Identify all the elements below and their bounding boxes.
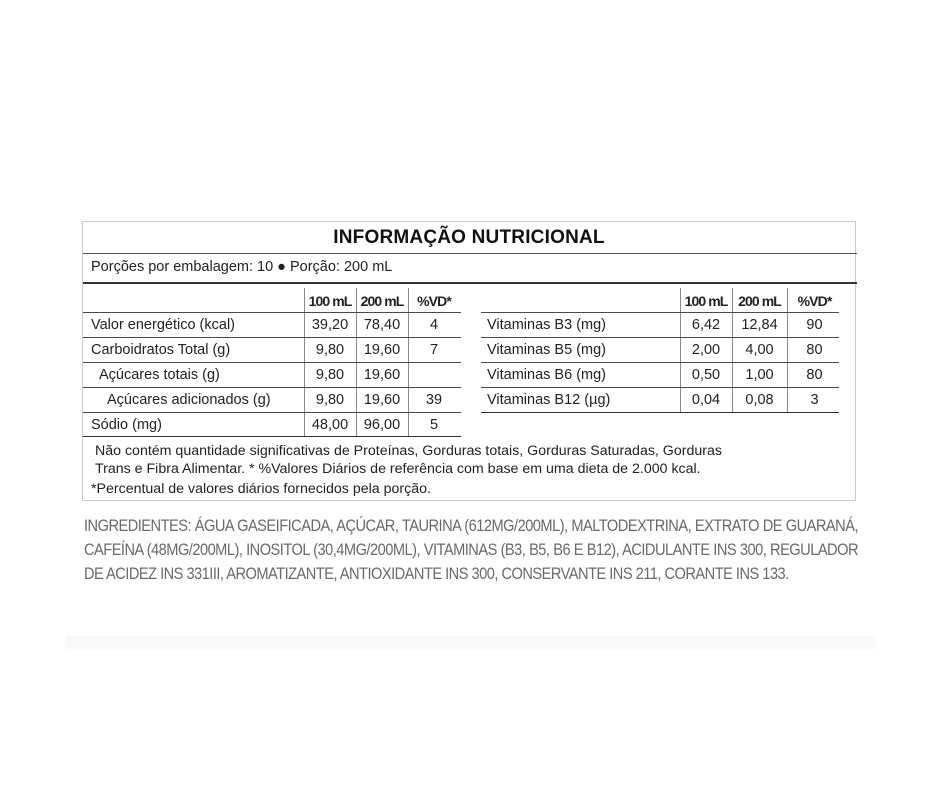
row-label: Sódio (mg): [91, 417, 162, 433]
row-value-vd: 7: [429, 342, 439, 358]
row-value-200ml: 19,60: [363, 367, 401, 383]
right-header-vd: %VD*: [797, 293, 832, 309]
row-value-200ml: 12,84: [741, 317, 778, 333]
portion-divider: [83, 282, 857, 284]
row-value-200ml: 0,08: [745, 392, 774, 408]
row-label: Açúcares adicionados (g): [107, 392, 271, 408]
row-label: Vitaminas B5 (mg): [487, 342, 606, 358]
row-value-100ml: 39,20: [311, 317, 349, 333]
footnote-line-2: Trans e Fibra Alimentar. * %Valores Diários de referência com base em uma dieta de 2.000 kcal.: [95, 461, 701, 477]
row-label: Valor energético (kcal): [91, 317, 235, 333]
row-value-100ml: 9,80: [315, 392, 345, 408]
row-value-vd: 39: [425, 392, 443, 408]
portion-info: Porções por embalagem: 10 ● Porção: 200 mL: [91, 259, 393, 275]
left-header-200ml: 200 mL: [360, 293, 404, 309]
left-header-100ml: 100 mL: [308, 293, 352, 309]
row-value-vd: 3: [810, 392, 819, 408]
nutrition-title: INFORMAÇÃO NUTRICIONAL: [333, 227, 605, 248]
row-value-100ml: 9,80: [315, 342, 345, 358]
row-value-200ml: 19,60: [363, 392, 401, 408]
row-value-100ml: 6,42: [691, 317, 721, 333]
row-label: Vitaminas B3 (mg): [487, 317, 606, 333]
row-label: Vitaminas B12 (µg): [487, 392, 611, 408]
row-value-vd: 80: [806, 367, 823, 383]
row-value-200ml: 78,40: [363, 317, 401, 333]
row-value-vd: 4: [429, 317, 439, 333]
ingredients-text: INGREDIENTES: ÁGUA GASEIFICADA, AÇÚCAR, TAURINA (612MG/200ML), MALTODEXTRINA, EXTRATO DE GUARANÁ, CAFEÍNA (48MG/200ML), INOSITOL (30,4MG/200ML), VITAMINAS (B3, B5, B6 E B12), ACIDULANTE INS 300, REGULADOR DE ACIDEZ INS 331III, AROMATIZANTE, ANTIOXIDANTE INS 300, CONSERVANTE INS 211, CORANTE INS 133.: [84, 516, 858, 583]
right-header-200ml: 200 mL: [738, 293, 781, 309]
row-value-vd: 80: [806, 342, 823, 358]
row-value-200ml: 4,00: [745, 342, 774, 358]
row-value-100ml: 2,00: [691, 342, 721, 358]
row-label: Carboidratos Total (g): [91, 342, 231, 358]
background-band: [66, 636, 876, 650]
row-value-100ml: 9,80: [315, 367, 345, 383]
row-value-200ml: 96,00: [363, 417, 401, 433]
row-value-vd: 5: [429, 417, 439, 433]
nutrition-facts-panel: [82, 221, 856, 501]
footnote-line-3: *Percentual de valores diários fornecidos pela porção.: [91, 481, 431, 497]
title-divider: [83, 253, 857, 254]
row-value-100ml: 0,04: [691, 392, 721, 408]
right-header-100ml: 100 mL: [684, 293, 728, 309]
row-label: Vitaminas B6 (mg): [487, 367, 606, 383]
row-label: Açúcares totais (g): [99, 367, 220, 383]
row-value-200ml: 1,00: [745, 367, 774, 383]
footnote-line-1: Não contém quantidade significativas de Proteínas, Gorduras totais, Gorduras Saturadas, Gorduras: [95, 443, 722, 459]
row-value-vd: 90: [806, 317, 823, 333]
row-value-200ml: 19,60: [363, 342, 401, 358]
row-value-100ml: 48,00: [311, 417, 349, 433]
row-value-100ml: 0,50: [691, 367, 721, 383]
left-header-vd: %VD*: [417, 293, 451, 309]
